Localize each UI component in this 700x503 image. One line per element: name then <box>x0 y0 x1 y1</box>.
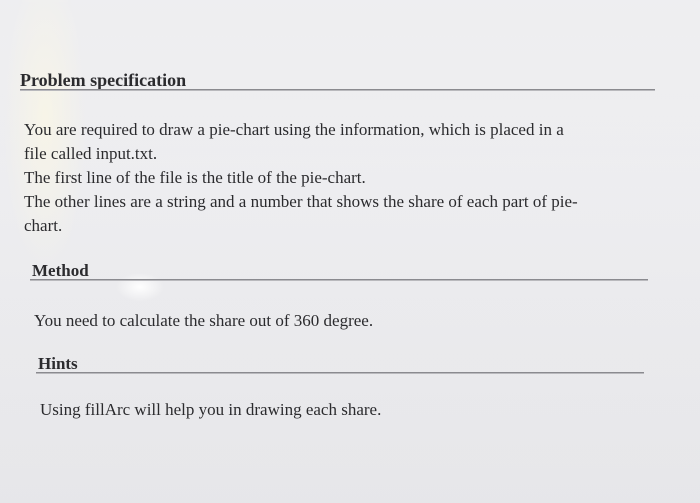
problem-line-4: The other lines are a string and a number that shows the share of each part of pie- <box>24 192 578 211</box>
problem-specification-heading: Problem specification <box>20 70 187 90</box>
hints-rule <box>36 372 644 374</box>
problem-line-2: file called input.txt. <box>24 144 158 163</box>
problem-specification-rule <box>20 89 655 91</box>
hints-body: Using fillArc will help you in drawing each share. <box>40 400 382 419</box>
problem-line-5: chart. <box>24 216 63 235</box>
method-heading: Method <box>32 261 89 280</box>
problem-specification-body <box>24 118 578 238</box>
method-rule <box>30 279 648 281</box>
problem-line-1: You are required to draw a pie-chart using the information, which is placed in a <box>24 120 564 139</box>
method-body: You need to calculate the share out of 360 degree. <box>34 311 374 330</box>
hints-heading: Hints <box>38 354 78 373</box>
problem-line-3: The first line of the file is the title of the pie-chart. <box>24 168 366 187</box>
